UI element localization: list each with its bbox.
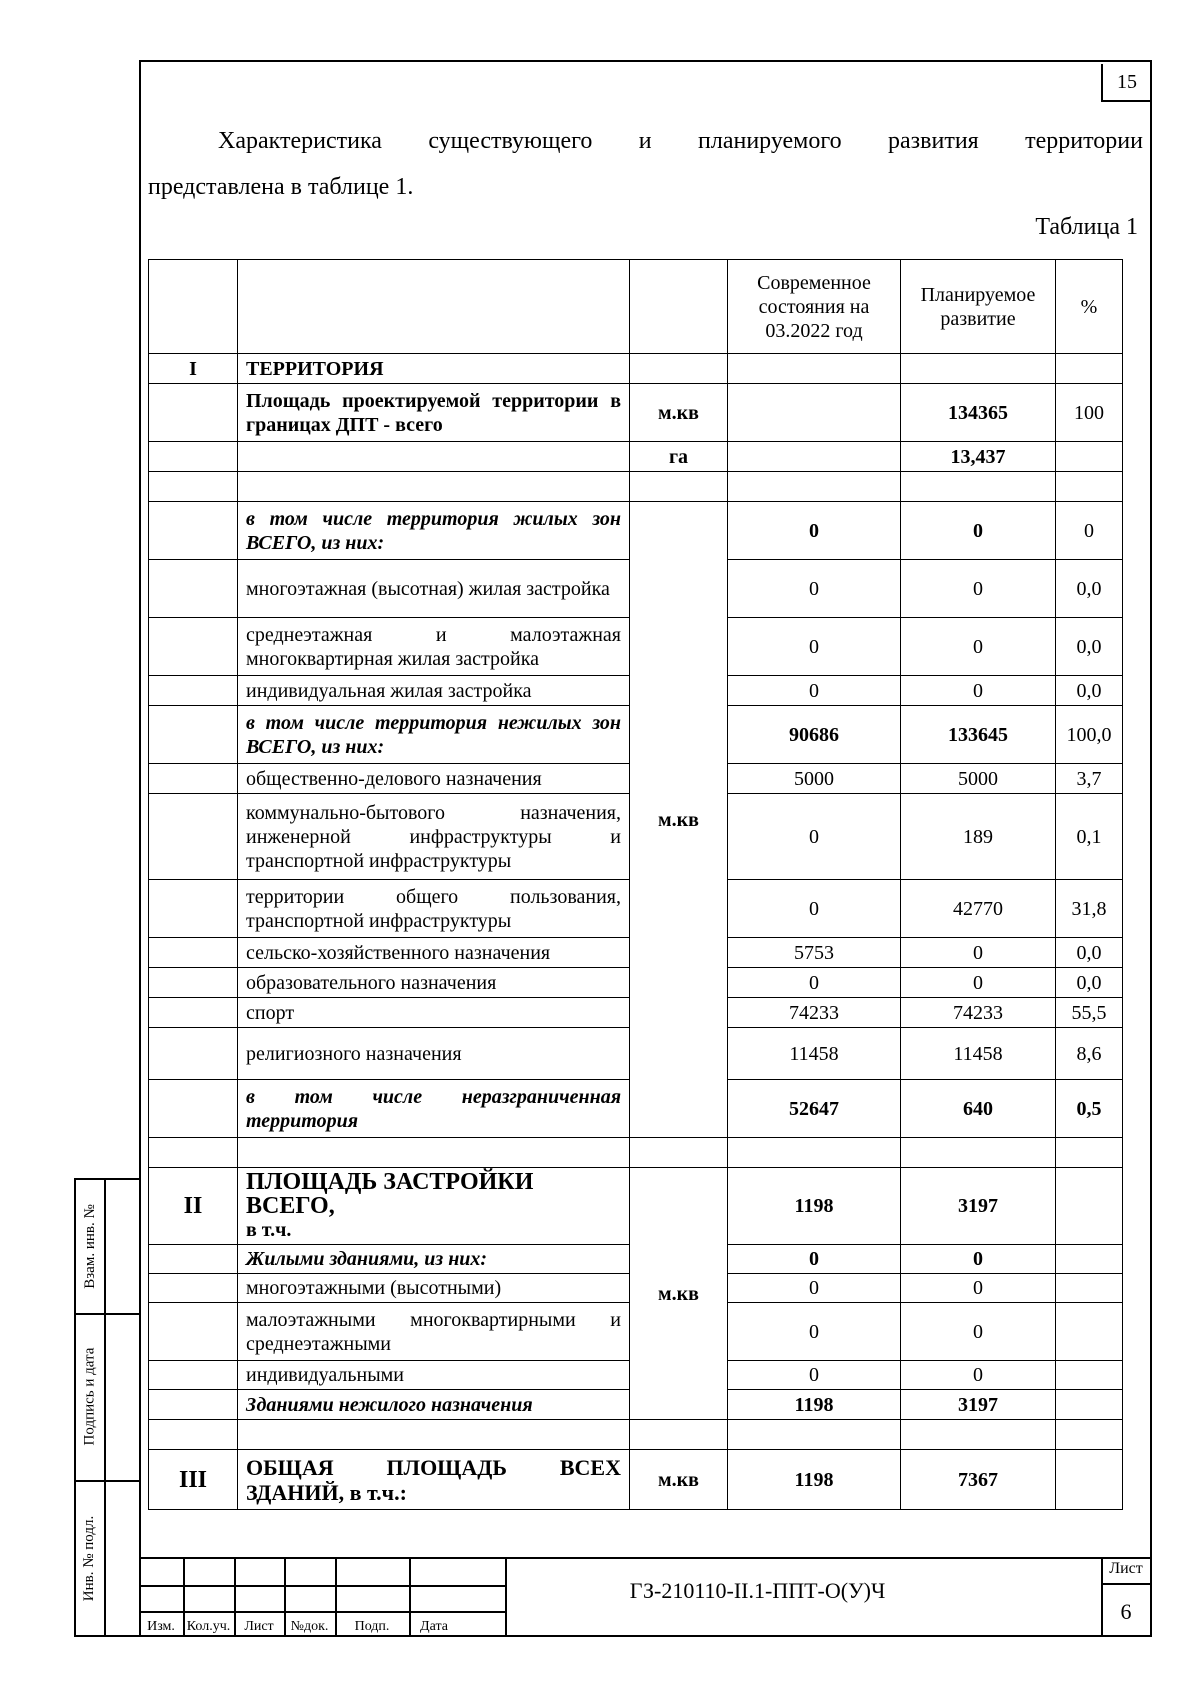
header-planned: Планируемое развитие bbox=[901, 260, 1056, 354]
row-label: сельско-хозяйственного назначения bbox=[238, 938, 630, 968]
row-label: коммунально-бытового назначения, инженерной инфраструктуры и транспортной инфраструктуры bbox=[238, 794, 630, 880]
row-label: многоэтажными (высотными) bbox=[238, 1274, 630, 1303]
document-code: ГЗ-210110-II.1-ППТ-О(У)Ч bbox=[629, 1578, 886, 1603]
row-label: в том числе территория жилых зон ВСЕГО, из них: bbox=[238, 502, 630, 560]
row-label: Жилыми зданиями, из них: bbox=[238, 1245, 630, 1274]
section-1-row bbox=[149, 354, 1123, 384]
row-current: 5000 bbox=[728, 764, 901, 794]
row-percent: 0 bbox=[1056, 502, 1123, 560]
row-planned: 0 bbox=[901, 502, 1056, 560]
section-3-row bbox=[149, 1450, 1123, 1510]
table-row bbox=[149, 502, 1123, 560]
table-row bbox=[149, 384, 1123, 442]
row-planned: 42770 bbox=[901, 880, 1056, 938]
row-current: 0 bbox=[728, 968, 901, 998]
section-current: 1198 bbox=[728, 1168, 901, 1245]
row-current: 0 bbox=[728, 676, 901, 706]
row-planned: 74233 bbox=[901, 998, 1056, 1028]
row-planned: 0 bbox=[901, 560, 1056, 618]
inv-label: Инв. № подл. bbox=[81, 1515, 98, 1602]
intro-word: планируемого bbox=[698, 128, 842, 154]
row-label: территории общего пользования, транспортной инфраструктуры bbox=[238, 880, 630, 938]
intro-word: существующего bbox=[428, 128, 593, 154]
row-planned: 133645 bbox=[901, 706, 1056, 764]
section-number: I bbox=[149, 354, 238, 384]
row-percent: 0,1 bbox=[1056, 794, 1123, 880]
row-current: 0 bbox=[728, 794, 901, 880]
tb-label: Лист bbox=[244, 1619, 274, 1634]
row-planned: 0 bbox=[901, 1274, 1056, 1303]
tb-label: Изм. bbox=[147, 1619, 175, 1634]
row-percent: 31,8 bbox=[1056, 880, 1123, 938]
row-current: 52647 bbox=[728, 1080, 901, 1138]
row-current: 0 bbox=[728, 502, 901, 560]
row-label: многоэтажная (высотная) жилая застройка bbox=[238, 560, 630, 618]
section-title: ПЛОЩАДЬ ЗАСТРОЙКИ ВСЕГО, bbox=[246, 1169, 534, 1219]
row-percent: 0,0 bbox=[1056, 938, 1123, 968]
row-label: в том числе территория нежилых зон ВСЕГО, из них: bbox=[238, 706, 630, 764]
area-percent: 100 bbox=[1056, 384, 1123, 442]
row-percent: 0,0 bbox=[1056, 676, 1123, 706]
section-planned: 7367 bbox=[901, 1450, 1056, 1510]
row-label: образовательного назначения bbox=[238, 968, 630, 998]
tb-label: Дата bbox=[420, 1619, 448, 1634]
spacer-row bbox=[149, 472, 1123, 502]
section-unit: м.кв bbox=[630, 1450, 728, 1510]
intro-word: и bbox=[638, 128, 652, 154]
row-label: индивидуальными bbox=[238, 1361, 630, 1390]
row-planned: 5000 bbox=[901, 764, 1056, 794]
row-planned: 189 bbox=[901, 794, 1056, 880]
tb-label: Подп. bbox=[354, 1619, 390, 1634]
table-caption: Таблица 1 bbox=[1035, 214, 1138, 240]
sheet-number: 6 bbox=[1120, 1599, 1132, 1624]
tb-label: Кол.уч. bbox=[186, 1619, 231, 1634]
side-stamp bbox=[74, 1178, 139, 1637]
row-percent: 0,5 bbox=[1056, 1080, 1123, 1138]
section-number: II bbox=[149, 1168, 238, 1245]
row-current: 5753 bbox=[728, 938, 901, 968]
row-current: 11458 bbox=[728, 1028, 901, 1080]
row-label: религиозного назначения bbox=[238, 1028, 630, 1080]
section-subtitle: в т.ч. bbox=[246, 1219, 292, 1241]
row-label: среднеэтажная и малоэтажная многоквартирная жилая застройка bbox=[238, 618, 630, 676]
spacer-row bbox=[149, 1420, 1123, 1450]
section-number: III bbox=[149, 1450, 238, 1510]
row-planned: 0 bbox=[901, 1303, 1056, 1361]
row-planned: 0 bbox=[901, 1245, 1056, 1274]
intro-word: развития bbox=[888, 128, 979, 154]
section-title-cell bbox=[238, 1168, 630, 1245]
sheet-label: Лист bbox=[1109, 1560, 1143, 1577]
spacer-row bbox=[149, 1138, 1123, 1168]
row-current: 0 bbox=[728, 560, 901, 618]
zone-unit: м.кв bbox=[630, 502, 728, 1138]
row-planned: 0 bbox=[901, 676, 1056, 706]
row-planned: 0 bbox=[901, 618, 1056, 676]
table-header-row bbox=[149, 260, 1123, 354]
row-percent: 55,5 bbox=[1056, 998, 1123, 1028]
area-unit: м.кв bbox=[630, 384, 728, 442]
header-percent: % bbox=[1056, 260, 1123, 354]
row-label: Зданиями нежилого назначения bbox=[238, 1390, 630, 1420]
row-current: 74233 bbox=[728, 998, 901, 1028]
row-current: 0 bbox=[728, 880, 901, 938]
vzam-label: Взам. инв. № bbox=[81, 1204, 98, 1289]
table-row bbox=[149, 442, 1123, 472]
section-current: 1198 bbox=[728, 1450, 901, 1510]
section-title: ТЕРРИТОРИЯ bbox=[238, 354, 630, 384]
tb-label: №док. bbox=[290, 1619, 329, 1634]
ha-planned: 13,437 bbox=[901, 442, 1056, 472]
row-current: 0 bbox=[728, 1303, 901, 1361]
page-number: 15 bbox=[1101, 64, 1151, 102]
row-label: в том числе неразграниченная территория bbox=[238, 1080, 630, 1138]
section-planned: 3197 bbox=[901, 1168, 1056, 1245]
row-label: индивидуальная жилая застройка bbox=[238, 676, 630, 706]
row-current: 0 bbox=[728, 1245, 901, 1274]
area-label: Площадь проектируемой территории в границах ДПТ - всего bbox=[238, 384, 630, 442]
row-planned: 0 bbox=[901, 968, 1056, 998]
row-percent: 3,7 bbox=[1056, 764, 1123, 794]
intro-line-1 bbox=[148, 118, 1143, 164]
row-current: 0 bbox=[728, 1274, 901, 1303]
ha-unit: га bbox=[630, 442, 728, 472]
row-percent: 8,6 bbox=[1056, 1028, 1123, 1080]
row-percent: 0,0 bbox=[1056, 560, 1123, 618]
intro-word: территории bbox=[1025, 128, 1143, 154]
row-planned: 3197 bbox=[901, 1390, 1056, 1420]
header-current: Современное состояния на 03.2022 год bbox=[728, 260, 901, 354]
row-planned: 640 bbox=[901, 1080, 1056, 1138]
row-current: 0 bbox=[728, 618, 901, 676]
intro-line-2: представлена в таблице 1. bbox=[148, 174, 414, 200]
area-planned: 134365 bbox=[901, 384, 1056, 442]
row-percent: 0,0 bbox=[1056, 618, 1123, 676]
row-current: 0 bbox=[728, 1361, 901, 1390]
row-planned: 0 bbox=[901, 938, 1056, 968]
row-label: общественно-делового назначения bbox=[238, 764, 630, 794]
intro-paragraph bbox=[148, 118, 1143, 210]
row-percent: 0,0 bbox=[1056, 968, 1123, 998]
row-current: 1198 bbox=[728, 1390, 901, 1420]
podpis-label: Подпись и дата bbox=[81, 1347, 98, 1446]
row-planned: 0 bbox=[901, 1361, 1056, 1390]
row-percent: 100,0 bbox=[1056, 706, 1123, 764]
row-current: 90686 bbox=[728, 706, 901, 764]
row-label: малоэтажными многоквартирными и среднеэтажными bbox=[238, 1303, 630, 1361]
section-2-row bbox=[149, 1168, 1123, 1245]
row-label: спорт bbox=[238, 998, 630, 1028]
section-title: ОБЩАЯ ПЛОЩАДЬ ВСЕХ ЗДАНИЙ, в т.ч.: bbox=[238, 1450, 630, 1510]
row-planned: 11458 bbox=[901, 1028, 1056, 1080]
section-unit: м.кв bbox=[630, 1168, 728, 1420]
intro-word: Характеристика bbox=[218, 128, 382, 154]
characteristics-table bbox=[148, 259, 1123, 1510]
